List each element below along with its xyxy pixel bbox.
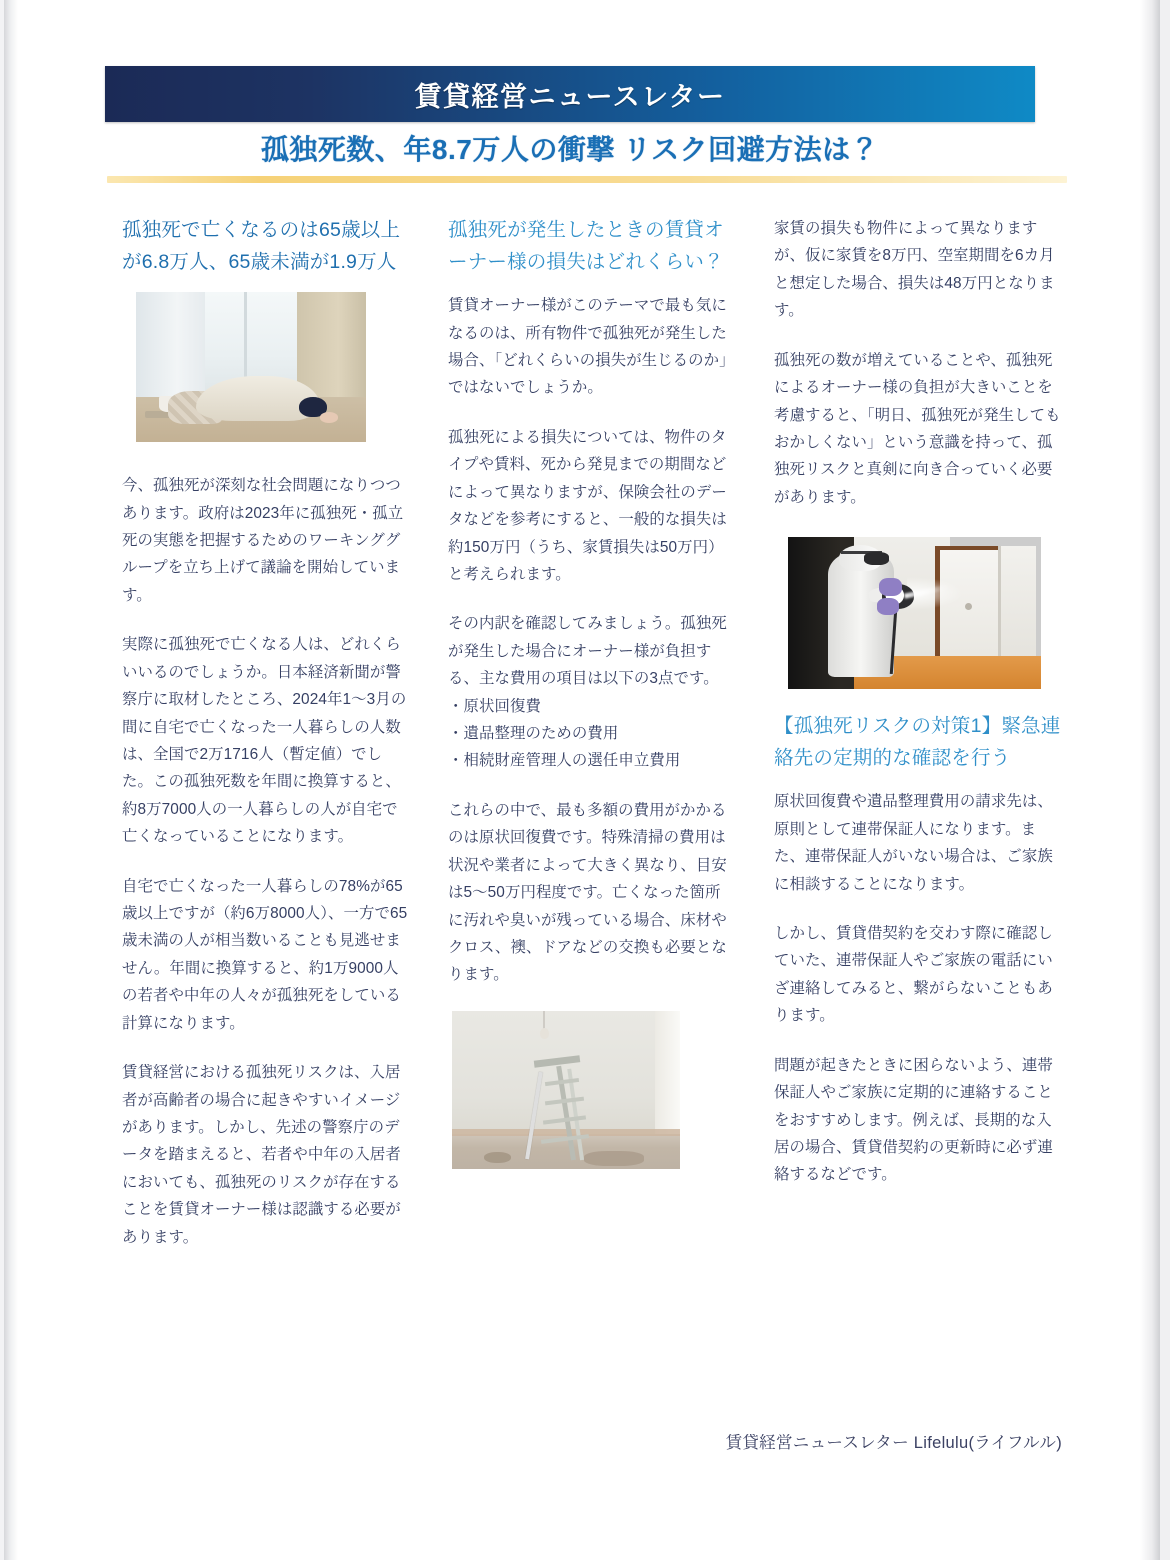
column-1-paragraph-3: 自宅で亡くなった一人暮らしの78%が65歳以上ですが（約6万8000人）、一方で65歳未満の人が相当数いることも見逃せません。年間に換算すると、約1万9000人の若者や中年の人々が孤独死をしている計算になります。	[122, 877, 408, 1032]
column-3	[774, 215, 1064, 1211]
column-1-paragraph-2: 実際に孤独死で亡くなる人は、どれくらいいるのでしょうか。日本経済新聞が警察庁に取材したところ、2024年1〜3月の間に自宅で亡くなった一人暮らしの人数は、全国で2万1716人（暫定値）でした。この孤独死数を年間に換算すると、約8万7000人の一人暮らしの人が自宅で亡くなっていることになります。	[122, 636, 407, 846]
column-2	[448, 215, 734, 1169]
page-headline: 孤独死数、年8.7万人の衝撃 リスク回避方法は？	[260, 134, 880, 165]
column-1-paragraph-1: 今、孤独死が深刻な社会問題になりつつあります。政府は2023年に孤独死・孤立死の実態を把握するためのワーキンググループを立ち上げて議論を開始しています。	[122, 477, 404, 604]
column-3-paragraph-2: 孤独死の数が増えていることや、孤独死によるオーナー様の負担が大きいことを考慮すると、「明日、孤独死が発生してもおかしくない」という意識を持って、孤独死リスクと真剣に向き合っていく必要があります。	[774, 351, 1061, 506]
column-2-paragraph-4: これらの中で、最も多額の費用がかかるのは原状回復費です。特殊清掃の費用は状況や業者によって大きく異なり、目安は5〜50万円程度です。亡くなった箇所に汚れや臭いが残っている場合、床材やクロス、襖、ドアなどの交換も必要となります。	[448, 801, 727, 984]
cost-item: ・遺品整理のための費用	[448, 725, 619, 743]
cost-item: ・相続財産管理人の選任申立費用	[448, 752, 681, 770]
column-1-paragraph-4: 賃貸経営における孤独死リスクは、入居者が高齢者の場合に起きやすいイメージがあります。しかし、先述の警察庁のデータを踏まえると、若者や中年の入居者においても、孤独死のリスクが存在することを賃貸オーナー様は認識する必要があります。	[122, 1064, 401, 1246]
cost-item: ・原状回復費	[448, 697, 541, 715]
column-2-paragraph-3: その内訳を確認してみましょう。孤独死が発生した場合にオーナー様が負担する、主な費用の項目は以下の3点です。	[448, 615, 727, 688]
masthead-banner	[105, 66, 1035, 122]
column-2-subhead: 孤独死が発生したときの賃貸オーナー様の損失はどれくらい？	[448, 219, 724, 273]
masthead-title: 賃貸経営ニュースレター	[414, 81, 726, 112]
footer-branding: 賃貸経営ニュースレター Lifelulu(ライフルル)	[725, 1434, 1062, 1452]
article-columns	[122, 215, 1062, 1273]
column-3-subhead: 【孤独死リスクの対策1】緊急連絡先の定期的な確認を行う	[774, 715, 1061, 769]
column-2-paragraph-1: 賃貸オーナー様がこのテーマで最も気になるのは、所有物件で孤独死が発生した場合、「どれくらいの損失が生じるのか」ではないでしょうか。	[448, 297, 727, 397]
column-3-paragraph-3: 原状回復費や遺品整理費用の請求先は、原則として連帯保証人になります。また、連帯保証人がいない場合は、ご家族に相談することになります。	[774, 793, 1053, 893]
column-3-paragraph-1: 家賃の損失も物件によって異なりますが、仮に家賃を8万円、空室期間を6カ月と想定した場合、損失は48万円となります。	[774, 220, 1055, 320]
photo-person-on-floor	[136, 292, 366, 442]
photo-hazmat-disinfection	[788, 537, 1041, 689]
gold-divider	[107, 176, 1067, 183]
cost-item-list	[448, 693, 734, 775]
column-1	[122, 215, 408, 1273]
column-2-paragraph-2: 孤独死による損失については、物件のタイプや賃料、死から発見までの期間などによって異なりますが、保険会社のデータなどを参考にすると、一般的な損失は約150万円（うち、家賃損失は50万円）と考えられます。	[448, 428, 727, 583]
column-1-subhead: 孤独死で亡くなるのは65歳以上が6.8万人、65歳未満が1.9万人	[122, 219, 401, 273]
column-3-paragraph-5: 問題が起きたときに困らないよう、連帯保証人やご家族に定期的に連絡することをおすすめします。例えば、長期的な入居の場合、賃貸借契約の更新時に必ず連絡するなどです。	[774, 1056, 1053, 1184]
headline-container	[105, 128, 1035, 168]
column-3-paragraph-4: しかし、賃貸借契約を交わす際に確認していた、連帯保証人やご家族の電話にいざ連絡してみると、繋がらないこともあります。	[774, 925, 1053, 1025]
photo-stepladder-room	[452, 1011, 680, 1169]
